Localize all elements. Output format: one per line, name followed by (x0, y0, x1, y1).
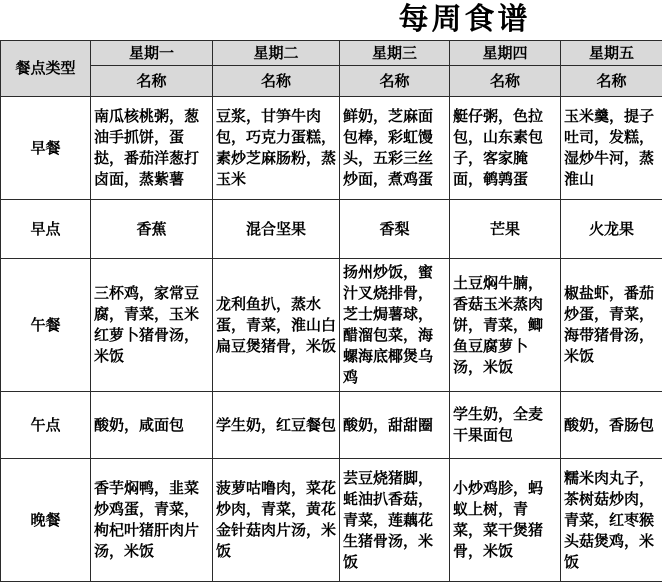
table-cell[interactable]: 扬州炒饭，蜜汁叉烧排骨，芝士焗薯球，醋溜包菜，海螺海底椰煲乌鸡 (340, 259, 450, 392)
table-cell[interactable]: 龙利鱼扒，蒸水蛋，青菜，淮山白扁豆煲猪骨，米饭 (213, 259, 340, 392)
table-cell[interactable]: 酸奶，香肠包 (561, 392, 662, 459)
table-cell[interactable]: 艇仔粥，色拉包，山东素包子，客家腌面，鹌鹑蛋 (450, 97, 561, 200)
table-row (1, 459, 662, 582)
day-header-thu[interactable]: 星期四 (450, 41, 561, 66)
name-header-mon[interactable]: 名称 (91, 66, 213, 97)
table-cell[interactable]: 香芋焖鸭，韭菜炒鸡蛋，青菜，枸杞叶猪肝肉片汤，米饭 (91, 459, 213, 582)
table-row (1, 392, 662, 459)
table-cell[interactable]: 香梨 (340, 200, 450, 259)
name-header-tue[interactable]: 名称 (213, 66, 340, 97)
meal-label-lunch[interactable]: 午餐 (1, 259, 91, 392)
table-cell[interactable]: 鲜奶，芝麻面包棒，彩虹馒头，五彩三丝炒面，煮鸡蛋 (340, 97, 450, 200)
table-cell[interactable]: 南瓜核桃粥，葱油手抓饼，蛋挞，番茄洋葱打卤面，蒸紫薯 (91, 97, 213, 200)
name-header-fri[interactable]: 名称 (561, 66, 662, 97)
table-cell[interactable]: 学生奶，全麦干果面包 (450, 392, 561, 459)
table-row (1, 259, 662, 392)
table-cell[interactable]: 酸奶，咸面包 (91, 392, 213, 459)
table-cell[interactable]: 芒果 (450, 200, 561, 259)
name-header-wed[interactable]: 名称 (340, 66, 450, 97)
table-cell[interactable]: 三杯鸡，家常豆腐，青菜，玉米红萝卜猪骨汤，米饭 (91, 259, 213, 392)
day-header-row (1, 41, 662, 66)
name-header-thu[interactable]: 名称 (450, 66, 561, 97)
table-cell[interactable]: 火龙果 (561, 200, 662, 259)
table-cell[interactable]: 香蕉 (91, 200, 213, 259)
title-row (1, 0, 662, 41)
table-cell[interactable]: 玉米羹，提子吐司，发糕，湿炒牛河，蒸淮山 (561, 97, 662, 200)
page-title[interactable]: 每周食谱 (398, 2, 531, 37)
title-corner-cell[interactable] (1, 0, 91, 41)
table-cell[interactable]: 糯米肉丸子，茶树菇炒肉，青菜，红枣猴头菇煲鸡，米饭 (561, 459, 662, 582)
table-cell[interactable]: 混合坚果 (213, 200, 340, 259)
table-cell[interactable]: 学生奶，红豆餐包 (213, 392, 340, 459)
table-cell[interactable]: 酸奶，甜甜圈 (340, 392, 450, 459)
day-header-fri[interactable]: 星期五 (561, 41, 662, 66)
table-row (1, 97, 662, 200)
table-cell[interactable]: 土豆焖牛腩，香菇玉米蒸肉饼，青菜，鲫鱼豆腐萝卜汤，米饭 (450, 259, 561, 392)
day-header-mon[interactable]: 星期一 (91, 41, 213, 66)
meal-label-morning-snack[interactable]: 早点 (1, 200, 91, 259)
table-cell[interactable]: 小炒鸡胗，蚂蚁上树，青菜，菜干煲猪骨，米饭 (450, 459, 561, 582)
table-cell[interactable]: 豆浆，甘笋牛肉包，巧克力蛋糕，素炒芝麻肠粉，蒸玉米 (213, 97, 340, 200)
day-header-tue[interactable]: 星期二 (213, 41, 340, 66)
name-header-row (1, 66, 662, 97)
category-header[interactable]: 餐点类型 (1, 41, 91, 97)
table-cell[interactable]: 菠萝咕噜肉，菜花炒肉，青菜，黄花金针菇肉片汤，米饭 (213, 459, 340, 582)
meal-label-breakfast[interactable]: 早餐 (1, 97, 91, 200)
day-header-wed[interactable]: 星期三 (340, 41, 450, 66)
meal-label-dinner[interactable]: 晚餐 (1, 459, 91, 582)
table-cell[interactable]: 椒盐虾，番茄炒蛋，青菜，海带猪骨汤，米饭 (561, 259, 662, 392)
table-cell[interactable]: 芸豆烧猪脚，蚝油扒香菇，青菜，莲藕花生猪骨汤，米饭 (340, 459, 450, 582)
meal-label-afternoon-snack[interactable]: 午点 (1, 392, 91, 459)
table-row (1, 200, 662, 259)
